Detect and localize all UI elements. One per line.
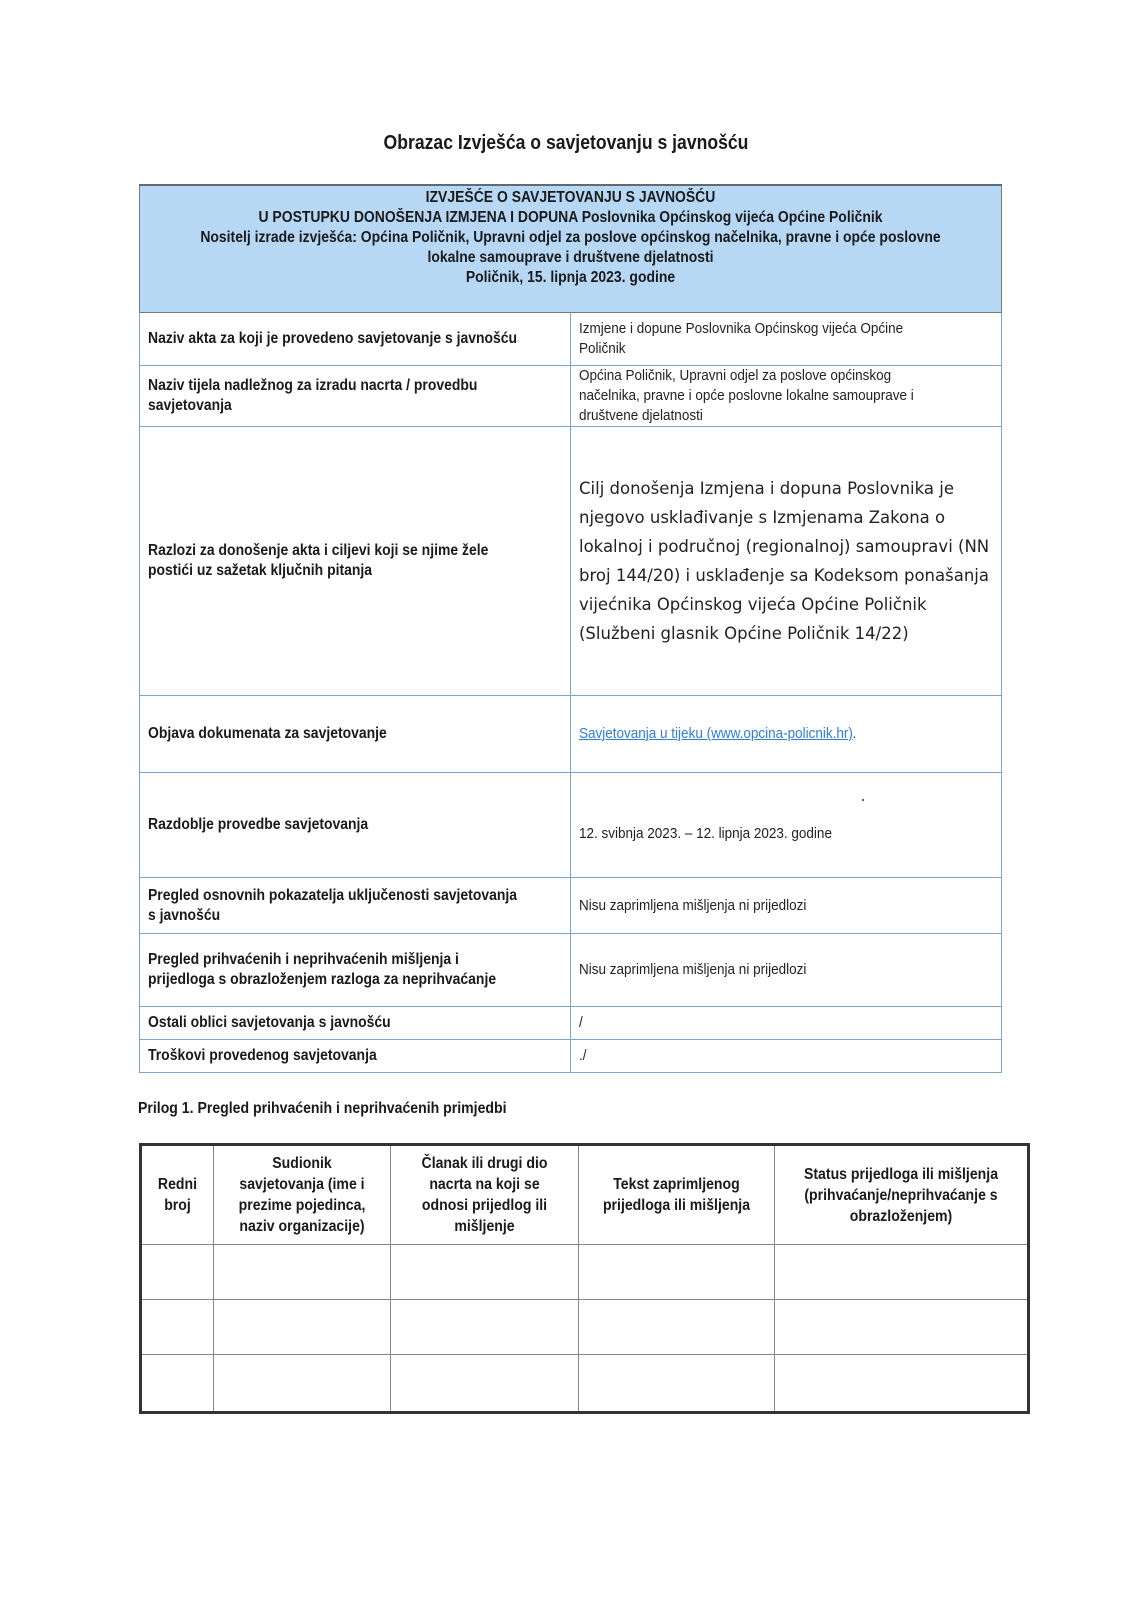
table-cell (141, 1355, 214, 1413)
table-cell (214, 1355, 391, 1413)
report-row (140, 934, 1002, 1007)
row-label: Razlozi za donošenje akta i ciljevi koji se njime žele postići uz sažetak ključnih pitanja (140, 427, 571, 696)
table-cell (214, 1245, 391, 1300)
row-value: / (571, 1007, 1002, 1040)
report-table (139, 184, 1002, 1073)
row-label: Objava dokumenata za savjetovanje (140, 696, 571, 773)
row-label: Razdoblje provedbe savjetovanja (140, 773, 571, 878)
report-header-row (140, 185, 1002, 313)
report-header-subject: U POSTUPKU DONOŠENJA IZMJENA I DOPUNA Poslovnika Općinskog vijeća Općine Poličnik (258, 209, 883, 226)
report-row (140, 1040, 1002, 1073)
report-row (140, 1007, 1002, 1040)
report-row (140, 878, 1002, 934)
column-header-article: Članak ili drugi dio nacrta na koji se odnosi prijedlog ili mišljenje (391, 1145, 579, 1245)
table-cell (579, 1300, 775, 1355)
document-title: Obrazac Izvješća o savjetovanju s javnošću (383, 132, 749, 154)
row-value: Cilj donošenja Izmjena i dopuna Poslovnika je njegovo usklađivanje s Izmjenama Zakona o lokalnoj i područnoj (regionalnoj) samoupravi (NN broj 144/20) i usklađenje sa Kodeksom ponašanja vijećnika Općinskog vijeća Općine Poličnik (Službeni glasnik Općine Poličnik 14/22) (571, 427, 1002, 696)
row-label: Pregled osnovnih pokazatelja uključenosti savjetovanja s javnošću (140, 878, 571, 934)
row-label: Ostali oblici savjetovanja s javnošću (140, 1007, 571, 1040)
row-value: Općina Poličnik, Upravni odjel za poslove općinskog načelnika, pravne i opće poslovne lokalne samouprave i društvene djelatnosti (571, 366, 1002, 427)
row-label: Naziv tijela nadležnog za izradu nacrta / provedbu savjetovanja (140, 366, 571, 427)
comments-table-header (141, 1145, 1029, 1245)
row-value: Nisu zaprimljena mišljenja ni prijedlozi (571, 878, 1002, 934)
table-cell (775, 1300, 1029, 1355)
report-row (140, 696, 1002, 773)
table-cell (579, 1355, 775, 1413)
report-header-date: Poličnik, 15. lipnja 2023. godine (465, 269, 676, 286)
report-header (140, 185, 1002, 313)
column-header-text: Tekst zaprimljenog prijedloga ili mišljenja (579, 1145, 775, 1245)
table-cell (391, 1300, 579, 1355)
table-row (141, 1355, 1029, 1413)
row-value: Nisu zaprimljena mišljenja ni prijedlozi (571, 934, 1002, 1007)
table-cell (775, 1355, 1029, 1413)
row-label: Troškovi provedenog savjetovanja (140, 1040, 571, 1073)
table-row (141, 1300, 1029, 1355)
table-row (141, 1245, 1029, 1300)
table-cell (391, 1355, 579, 1413)
attachment-title: Prilog 1. Pregled prihvaćenih i neprihvaćenih primjedbi (138, 1100, 507, 1117)
row-value: ./ (571, 1040, 1002, 1073)
table-cell (775, 1245, 1029, 1300)
row-label: Pregled prihvaćenih i neprihvaćenih mišljenja i prijedloga s obrazloženjem razloga za neprihvaćanje (140, 934, 571, 1007)
report-row (140, 313, 1002, 366)
table-cell (141, 1300, 214, 1355)
report-row (140, 773, 1002, 878)
column-header-status: Status prijedloga ili mišljenja (prihvaćanje/neprihvaćanje s obrazloženjem) (775, 1145, 1029, 1245)
column-header-participant: Sudionik savjetovanja (ime i prezime pojedinca, naziv organizacije) (214, 1145, 391, 1245)
table-cell (579, 1245, 775, 1300)
consultation-link[interactable]: Savjetovanja u tijeku (www.opcina-policnik.hr) (579, 725, 853, 742)
report-row (140, 427, 1002, 696)
report-header-title: IZVJEŠĆE O SAVJETOVANJU S JAVNOŠĆU (425, 189, 716, 206)
table-cell (141, 1245, 214, 1300)
column-header-number: Redni broj (141, 1145, 214, 1245)
row-value: Savjetovanja u tijeku (www.opcina-policnik.hr). (571, 696, 1002, 773)
report-header-author-cont: lokalne samouprave i društvene djelatnosti (427, 249, 714, 266)
scan-speck (862, 799, 864, 801)
row-value: Izmjene i dopune Poslovnika Općinskog vijeća Općine Poličnik (571, 313, 1002, 366)
comments-table (139, 1143, 1030, 1414)
table-cell (214, 1300, 391, 1355)
report-header-author: Nositelj izrade izvješća: Općina Poličnik, Upravni odjel za poslove općinskog načelnika, pravne i opće poslovne (200, 229, 941, 246)
report-row (140, 366, 1002, 427)
row-label: Naziv akta za koji je provedeno savjetovanje s javnošću (140, 313, 571, 366)
row-value: 12. svibnja 2023. – 12. lipnja 2023. godine (571, 773, 1002, 878)
table-cell (391, 1245, 579, 1300)
